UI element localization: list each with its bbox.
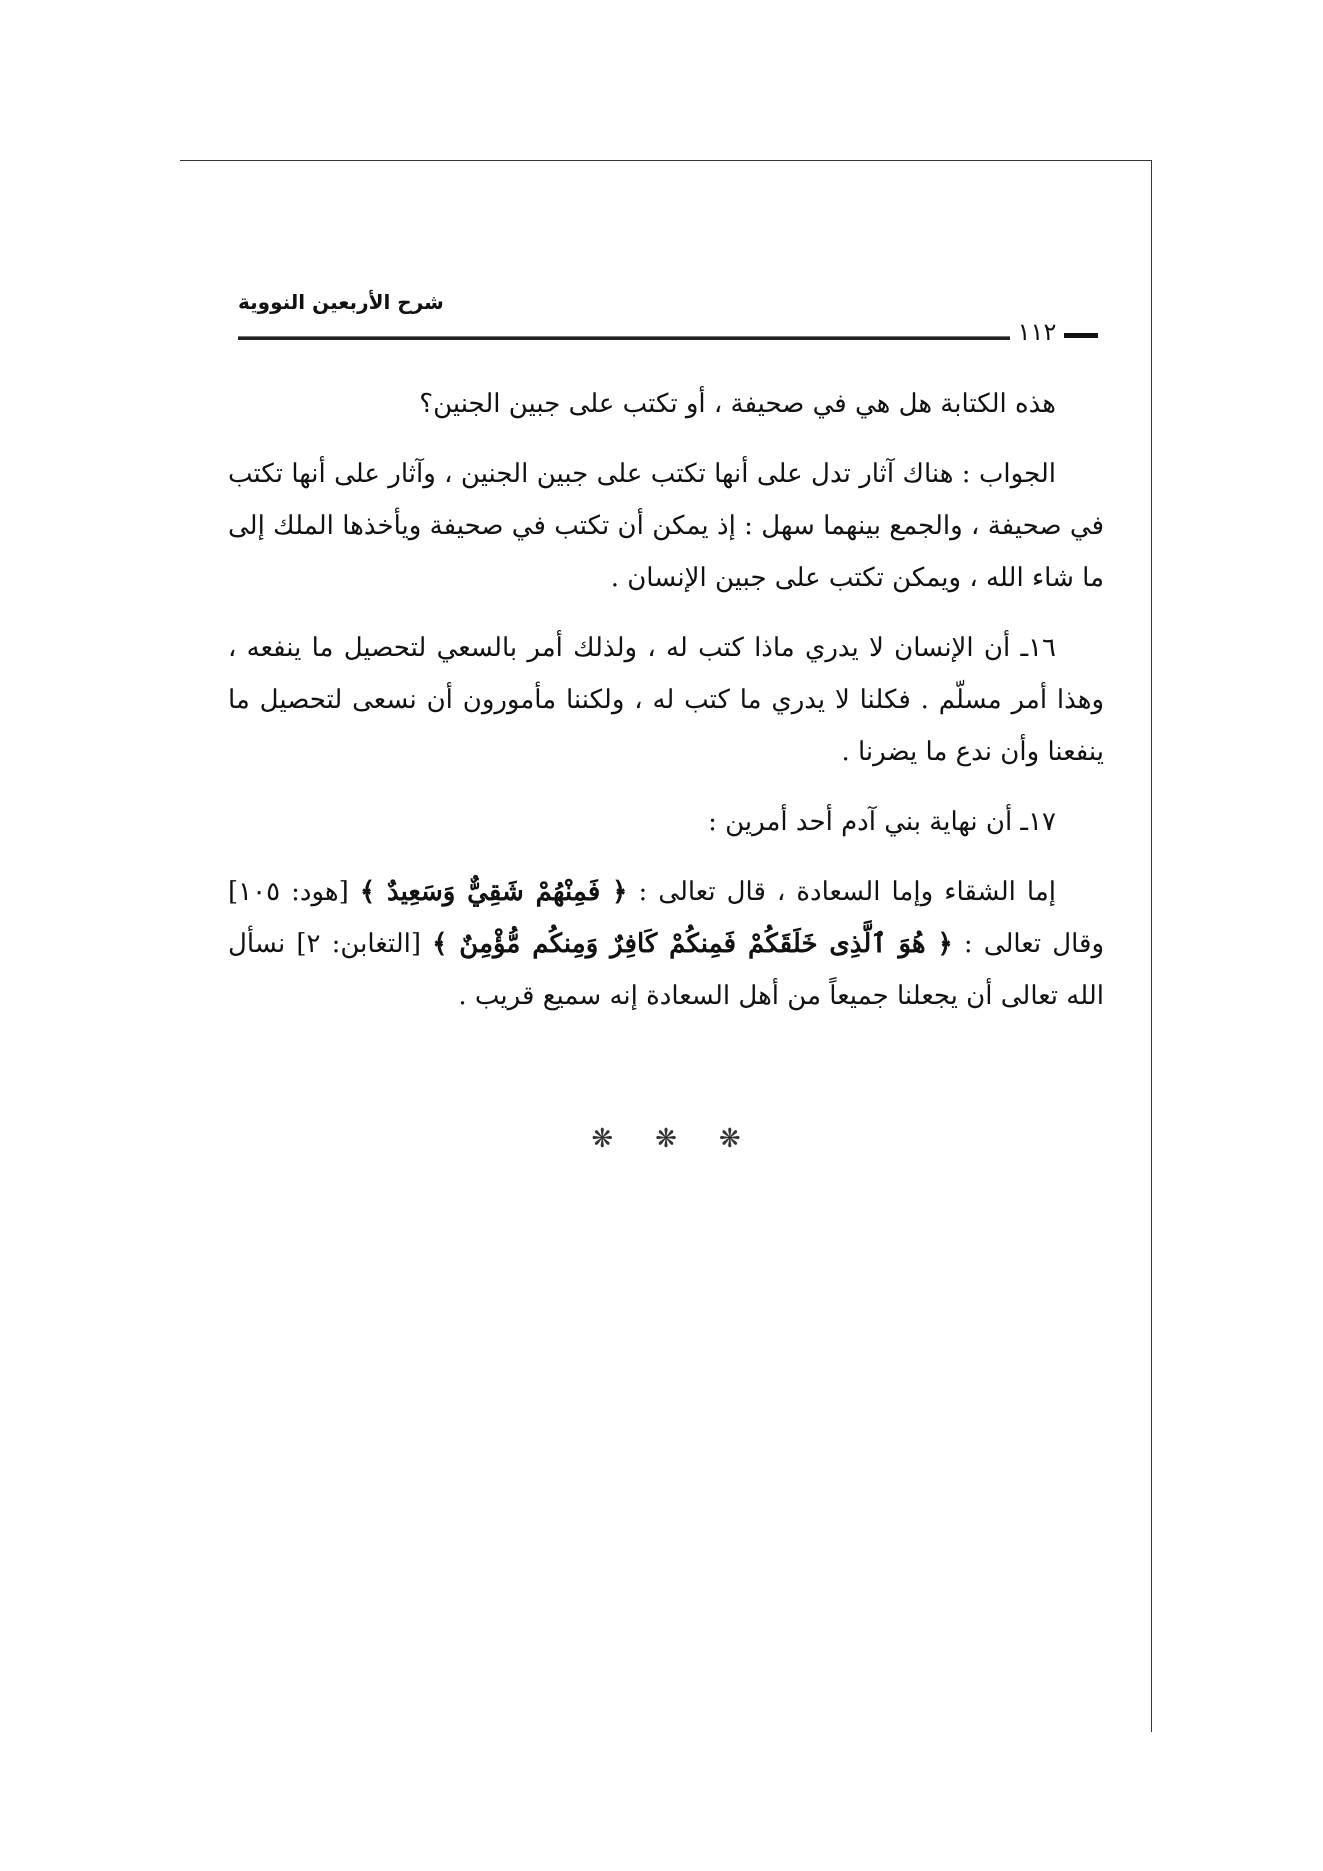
scan-frame-right bbox=[1151, 160, 1152, 1732]
page-body bbox=[228, 378, 1104, 1022]
header-rule bbox=[238, 336, 1010, 340]
asterism-ornament: ❋ bbox=[591, 1124, 614, 1154]
closing-prayer: نسأل الله تعالى أن يجعلنا جميعاً من أهل السعادة إنه سميع قريب . bbox=[228, 929, 1104, 1011]
page-number: ١١٢ bbox=[1017, 318, 1057, 346]
paragraph-point-16: ١٦ـ أن الإنسان لا يدري ماذا كتب له ، ولذلك أمر بالسعي لتحصيل ما ينفعه ، وهذا أمر مسلّم . فكلنا لا يدري ما كتب له ، ولكننا مأمورون أن نسعى لتحصيل ما ينفعنا وأن ندع ما يضرنا . bbox=[228, 633, 1104, 767]
running-header bbox=[238, 288, 1098, 350]
paragraph-point-17: ١٧ـ أن نهاية بني آدم أحد أمرين : bbox=[708, 807, 1056, 837]
verse-reference-taghabun: [التغابن: ٢] bbox=[296, 929, 422, 959]
header-rule-short bbox=[1064, 333, 1098, 338]
paragraph-quran-verses bbox=[228, 866, 1104, 1022]
quran-verse-hud: ﴿ فَمِنْهُمْ شَقِيٌّ وَسَعِيدٌ ﴾ bbox=[359, 877, 628, 907]
verse-reference-hud: [هود: ١٠٥] bbox=[228, 877, 349, 907]
verse-intro-2: وقال تعالى : bbox=[963, 929, 1104, 959]
asterism-ornament: ❋ bbox=[655, 1124, 677, 1154]
verse-intro-1: إما الشقاء وإما السعادة ، قال تعالى : bbox=[638, 877, 1057, 907]
section-divider-ornaments bbox=[228, 1124, 1104, 1154]
paragraph-answer: الجواب : هناك آثار تدل على أنها تكتب على جبين الجنين ، وآثار على أنها تكتب في صحيفة ، والجمع بينهما سهل : إذ يمكن أن تكتب في صحيفة ويأخذها الملك إلى ما شاء الله ، ويمكن تكتب على جبين الإنسان . bbox=[228, 459, 1104, 593]
book-title: شرح الأربعين النووية bbox=[238, 290, 444, 314]
scan-frame-top bbox=[180, 160, 1152, 161]
paragraph-question: هذه الكتابة هل هي في صحيفة ، أو تكتب على جبين الجنين؟ bbox=[419, 389, 1056, 419]
quran-verse-taghabun: ﴿ هُوَ ٱلَّذِى خَلَقَكُمْ فَمِنكُمْ كَافِرٌ وَمِنكُم مُّؤْمِنٌ ﴾ bbox=[432, 929, 953, 959]
asterism-ornament: ❋ bbox=[718, 1124, 741, 1154]
